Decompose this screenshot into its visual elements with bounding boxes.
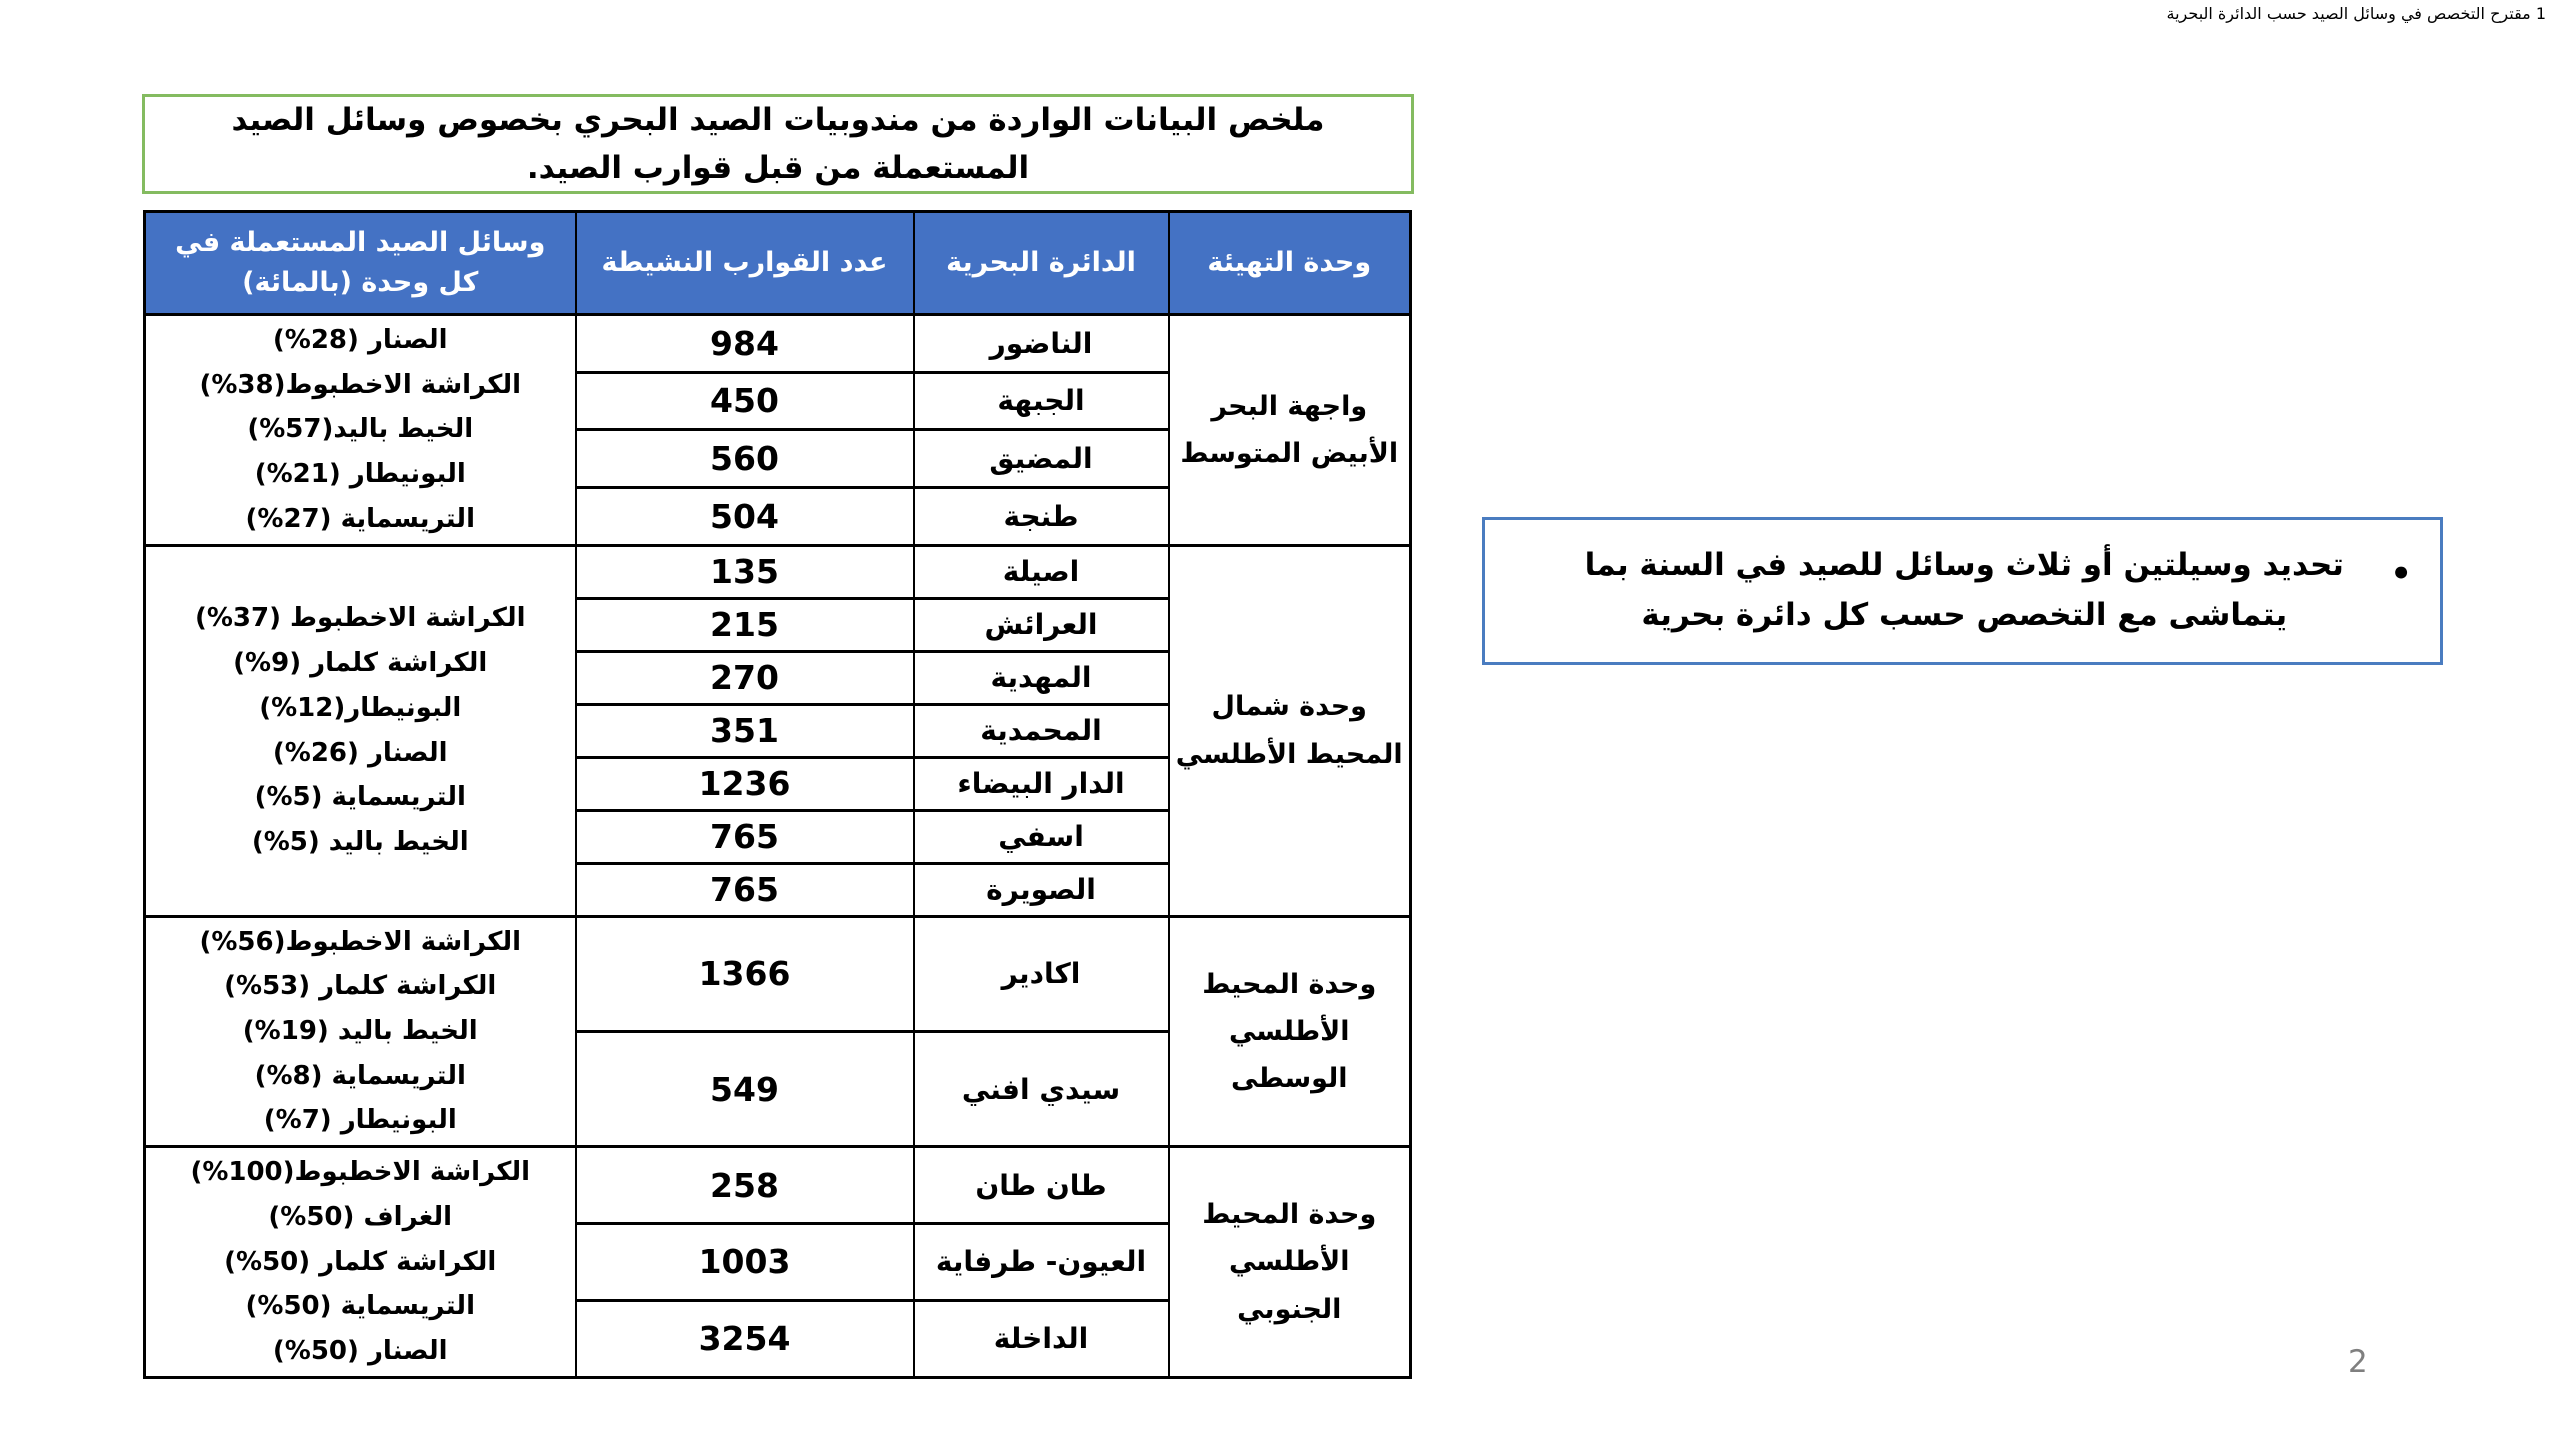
district-cell: الصويرة	[914, 863, 1169, 916]
summary-box	[142, 94, 1414, 194]
gear-line: البونيطار (7%)	[263, 1105, 457, 1136]
boat-count-cell: 258	[576, 1147, 914, 1224]
gear-line: البونيطار(12%)	[259, 692, 462, 723]
page-number: 2	[2348, 1344, 2368, 1380]
district-cell: طان طان	[914, 1147, 1169, 1224]
district-cell: المضيق	[914, 430, 1169, 488]
boat-count-cell: 504	[576, 487, 914, 545]
boat-count-cell: 351	[576, 704, 914, 757]
table-header-row	[145, 212, 1411, 315]
gear-line: الصنار (28%)	[272, 325, 448, 355]
boat-count-cell: 1366	[576, 916, 914, 1031]
gear-cell	[145, 916, 576, 1147]
district-cell: العرائش	[914, 598, 1169, 651]
gear-line: الصنار (26%)	[272, 737, 448, 768]
table-row	[145, 315, 1411, 373]
table-header	[145, 212, 1411, 315]
gear-line: الكراشة كلمار (9%)	[233, 648, 488, 679]
gear-line: الكراشة كلمار (50%)	[224, 1246, 497, 1277]
fishing-gear-table	[143, 210, 1412, 1379]
boat-count-cell: 135	[576, 545, 914, 598]
slide-title-row	[2167, 4, 2547, 23]
district-cell: اكادير	[914, 916, 1169, 1031]
boat-count-cell: 1003	[576, 1224, 914, 1301]
district-cell: العيون- طرفاية	[914, 1224, 1169, 1301]
gear-line: التريسماية (50%)	[245, 1291, 475, 1322]
boat-count-cell: 450	[576, 372, 914, 430]
boat-count-cell: 270	[576, 651, 914, 704]
note-box	[1482, 517, 2443, 665]
table-row	[145, 1147, 1411, 1224]
district-cell: المهدية	[914, 651, 1169, 704]
boat-count-cell: 1236	[576, 757, 914, 810]
district-cell: الدار البيضاء	[914, 757, 1169, 810]
unit-cell: وحدة شمال المحيط الأطلسي	[1169, 545, 1411, 916]
gear-line: الكراشة كلمار (53%)	[224, 971, 497, 1002]
gear-line: التريسماية (8%)	[254, 1060, 466, 1091]
page-title: 1 مقترح التخصص في وسائل الصيد حسب الدائرة البحرية	[2166, 4, 2546, 23]
bullet-icon: •	[2390, 554, 2412, 594]
district-cell: سيدي افني	[914, 1031, 1169, 1146]
column-header-unit: وحدة التهيئة	[1169, 212, 1411, 315]
gear-line: الكراشة الاخطبوط (37%)	[194, 603, 526, 634]
gear-line: التريسماية (5%)	[254, 782, 466, 813]
gear-line: الكراشة الاخطبوط(56%)	[199, 926, 522, 957]
district-cell: الناضور	[914, 315, 1169, 373]
summary-text: ملخص البيانات الواردة من مندوبيات الصيد البحري بخصوص وسائل الصيد المستعملة من قبل قوارب الصيد.	[231, 101, 1325, 186]
district-cell: اسفي	[914, 810, 1169, 863]
district-cell: المحمدية	[914, 704, 1169, 757]
gear-line: الخيط باليد(57%)	[247, 414, 474, 445]
unit-cell: وحدة المحيط الأطلسي الوسطى	[1169, 916, 1411, 1147]
gear-line: الخيط باليد (19%)	[242, 1016, 478, 1047]
boat-count-cell: 215	[576, 598, 914, 651]
gear-line: الصنار (50%)	[272, 1336, 448, 1367]
unit-cell: واجهة البحر الأبيض المتوسط	[1169, 315, 1411, 546]
unit-cell: وحدة المحيط الأطلسي الجنوبي	[1169, 1147, 1411, 1378]
boat-count-cell: 3254	[576, 1300, 914, 1377]
boat-count-cell: 765	[576, 810, 914, 863]
gear-line: الخيط باليد (5%)	[251, 827, 469, 858]
gear-line: التريسماية (27%)	[245, 503, 475, 534]
district-cell: اصيلة	[914, 545, 1169, 598]
district-cell: طنجة	[914, 487, 1169, 545]
boat-count-cell: 765	[576, 863, 914, 916]
gear-line: الكراشة الاخطبوط(100%)	[190, 1157, 531, 1188]
gear-line: الكراشة الاخطبوط(38%)	[199, 369, 522, 400]
table-row	[145, 545, 1411, 598]
column-header-gear: وسائل الصيد المستعملة في كل وحدة (بالمائة)	[145, 212, 576, 315]
table-row	[145, 916, 1411, 1031]
column-header-district: الدائرة البحرية	[914, 212, 1169, 315]
gear-line: البونيطار (21%)	[254, 459, 466, 490]
gear-cell	[145, 1147, 576, 1378]
gear-cell	[145, 545, 576, 916]
boat-count-cell: 984	[576, 315, 914, 373]
boat-count-cell: 549	[576, 1031, 914, 1146]
district-cell: الجبهة	[914, 372, 1169, 430]
boat-count-cell: 560	[576, 430, 914, 488]
gear-cell	[145, 315, 576, 546]
fishing-table-body	[145, 315, 1411, 1378]
column-header-boat-count: عدد القوارب النشيطة	[576, 212, 914, 315]
note-text: تحديد وسيلتين أو ثلاث وسائل للصيد في السنة بما يتماشى مع التخصص حسب كل دائرة بحرية	[1584, 547, 2344, 633]
district-cell: الداخلة	[914, 1300, 1169, 1377]
gear-line: الغراف (50%)	[268, 1201, 453, 1232]
